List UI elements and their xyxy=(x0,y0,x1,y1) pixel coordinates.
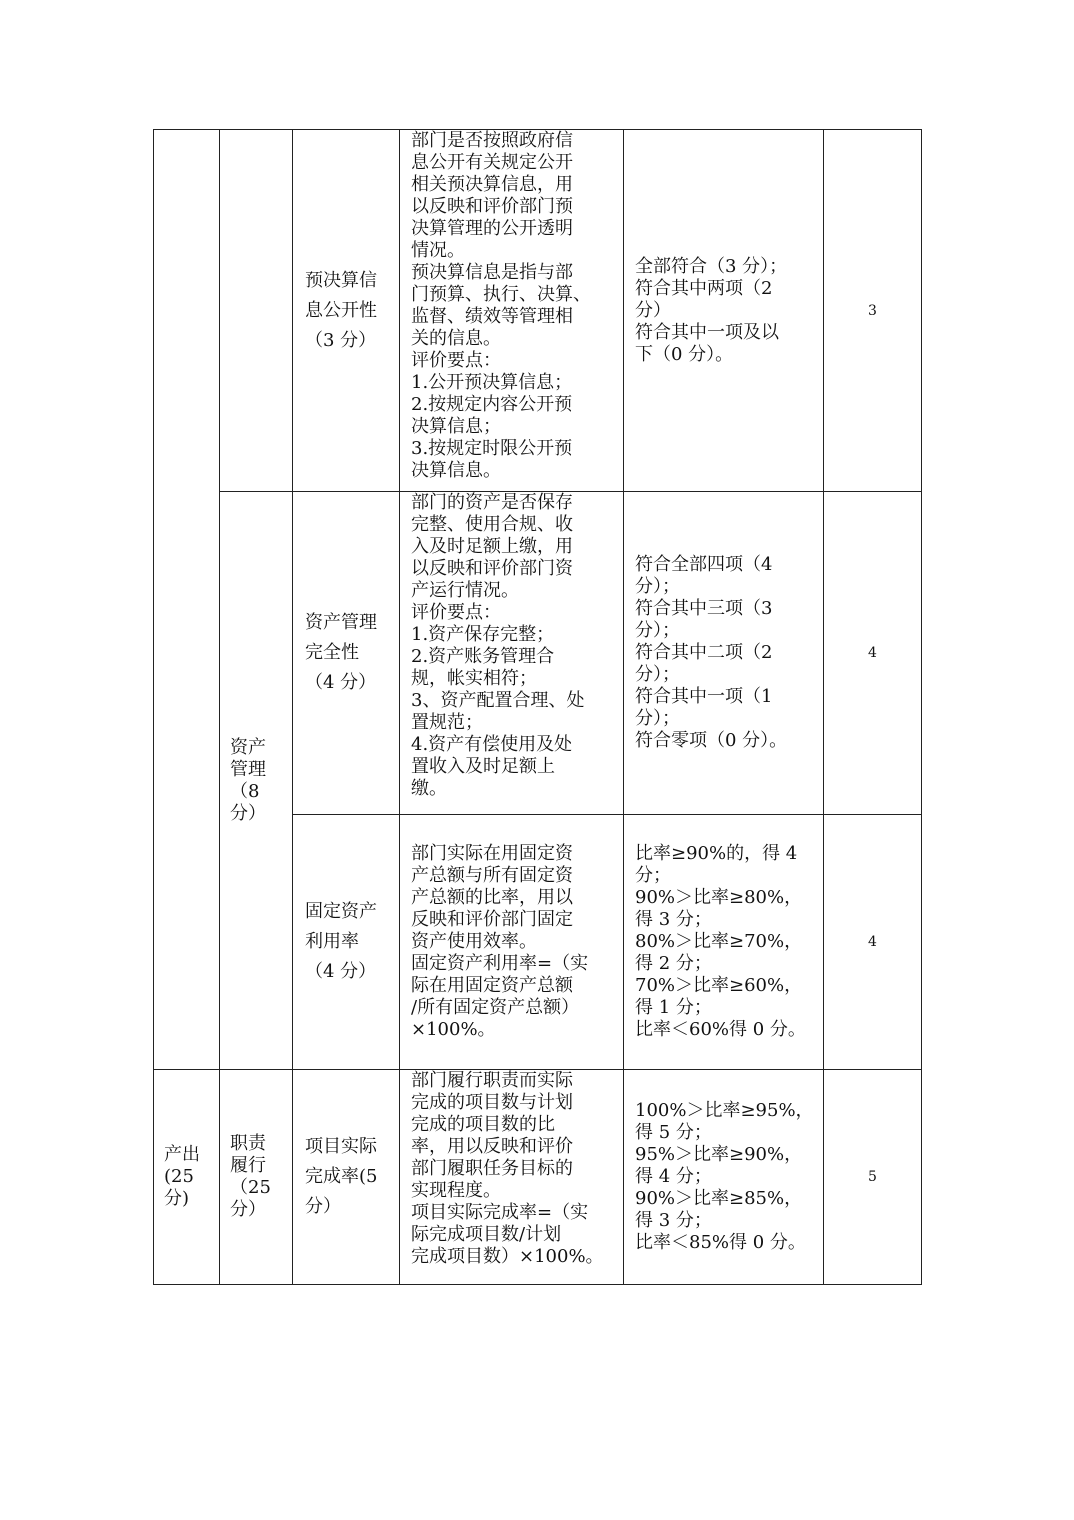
criteria-cell: 100%＞比率≥95%， 得 5 分； 95%＞比率≥90%， 得 4 分； 90%＞比率≥85%， 得 3 分； 比率＜85%得 0 分。 xyxy=(624,1070,824,1285)
description-cell: 部门的资产是否保存 完整、使用合规、收 入及时足额上缴，用 以反映和评价部门资 产运行情况。 评价要点： 1.资产保存完整； 2.资产账务管理合 规，帐实相符； 3、资产配置合理、处 置规范； 4.资产有偿使用及处 置收入及时足额上 缴。 xyxy=(400,492,624,815)
score-cell: 4 xyxy=(824,815,922,1070)
description-cell: 部门是否按照政府信 息公开有关规定公开 相关预决算信息，用 以反映和评价部门预 决算管理的公开透明 情况。 预决算信息是指与部 门预算、执行、决算、 监督、绩效等管理相 关的信息。 评价要点： 1.公开预决算信息； 2.按规定内容公开预 决算信息； 3.按规定时限公开预 决算信息。 xyxy=(400,130,624,492)
evaluation-table xyxy=(153,129,922,1285)
description-cell: 部门实际在用固定资 产总额与所有固定资 产总额的比率，用以 反映和评价部门固定 资产使用效率。 固定资产利用率=（实 际在用固定资产总额 /所有固定资产总额） ×100%。 xyxy=(400,815,624,1070)
score-cell: 3 xyxy=(824,130,922,492)
table-row xyxy=(154,1070,922,1285)
criteria-cell: 比率≥90%的，得 4 分； 90%＞比率≥80%， 得 3 分； 80%＞比率≥70%， 得 2 分； 70%＞比率≥60%， 得 1 分； 比率＜60%得 0 分。 xyxy=(624,815,824,1070)
level2-cell: 职责 履行 （25 分） xyxy=(220,1070,293,1285)
indicator-cell: 预决算信 息公开性 （3 分） xyxy=(293,130,400,492)
criteria-cell: 全部符合（3 分）； 符合其中两项（2 分） 符合其中一项及以 下（0 分）。 xyxy=(624,130,824,492)
table-row xyxy=(154,492,922,815)
criteria-cell: 符合全部四项（4 分）； 符合其中三项（3 分）； 符合其中二项（2 分）； 符合其中一项（1 分）； 符合零项（0 分）。 xyxy=(624,492,824,815)
description-cell: 部门履行职责而实际 完成的项目数与计划 完成的项目数的比 率，用以反映和评价 部门履职任务目标的 实现程度。 项目实际完成率=（实 际完成项目数/计划 完成项目数）×100%。 xyxy=(400,1070,624,1285)
level1-cell: 产出 (25 分) xyxy=(154,1070,220,1285)
table-row xyxy=(154,130,922,492)
indicator-cell: 资产管理 完全性 （4 分） xyxy=(293,492,400,815)
score-cell: 4 xyxy=(824,492,922,815)
level1-cell-empty xyxy=(154,130,220,1070)
level2-cell xyxy=(220,130,293,492)
level2-cell: 资产 管理 （8 分） xyxy=(220,492,293,1070)
score-cell: 5 xyxy=(824,1070,922,1285)
indicator-cell: 固定资产 利用率 （4 分） xyxy=(293,815,400,1070)
indicator-cell: 项目实际 完成率(5 分） xyxy=(293,1070,400,1285)
